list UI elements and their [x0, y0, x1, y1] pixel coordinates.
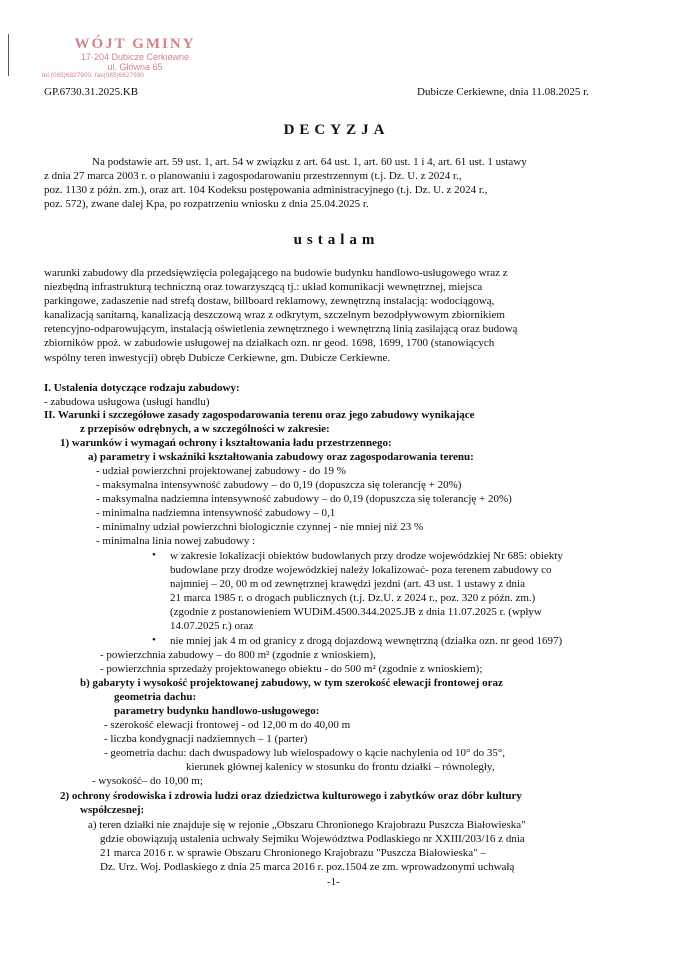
parameter-item: - maksymalna intensywność zabudowy – do 0,19 (dopuszcza się tolerancję + 20%)	[96, 479, 462, 491]
body-line: kanalizacją sanitarną, kanalizacją deszczową wraz z odkrytym, szczelnym bezodpływowym zbiornikiem	[44, 309, 505, 322]
decision-title: DECYZJA	[283, 122, 390, 138]
parameter-item: - minimalna linia nowej zabudowy :	[96, 535, 256, 547]
decision-body-paragraph	[44, 266, 634, 365]
intro-line: poz. 572), zwane dalej Kpa, po rozpatrzeniu wniosku z dnia 25.04.2025 r.	[44, 198, 369, 211]
body-line: zbiorników ppoż. w zabudowie usługowej na działkach ozn. nr geod. 1698, 1699, 1700 (stanowiących	[44, 337, 495, 350]
body-line: niezbędną infrastrukturą techniczną oraz towarzyszącą tj.: układ komunikacji wewnętrznej, miejsca	[44, 281, 483, 294]
parameter-item: - powierzchnia sprzedaży projektowanego obiektu - do 500 m² (zgodnie z wnioskiem);	[100, 663, 483, 675]
point-2a-line: Dz. Urz. Woj. Podlaskiego z dnia 25 marca 2016 r. poz.1504 ze zm. wprowadzonymi uchwałą	[100, 861, 515, 873]
point-2a-line: 21 marca 2016 r. w sprawie Obszaru Chronionego Krajobrazu "Puszcza Białowieska" –	[100, 847, 486, 859]
parameter-item: - powierzchnia zabudowy – do 800 m² (zgodnie z wnioskiem),	[100, 649, 376, 661]
parameter-item: - maksymalna nadziemna intensywność zabudowy – do 0,19 (dopuszcza się tolerancję + 20%)	[96, 493, 512, 505]
bullet-2-line: nie mniej jak 4 m od granicy z drogą dojazdową wewnętrzną (działka ozn. nr geod 1697)	[170, 635, 563, 647]
stamp-phone: tel.(085)6827900, fax(085)6827930	[42, 72, 144, 79]
bullet-dot: •	[152, 634, 156, 646]
point-2-title-cont: współczesnej:	[80, 804, 145, 816]
point-b-title: b) gabaryty i wysokość projektowanej zabudowy, w tym szerokość elewacji frontowej oraz	[80, 677, 503, 689]
point-2a-line: a) teren działki nie znajduje się w rejonie „Obszaru Chronionego Krajobrazu Puszcza Białowieska"	[88, 819, 526, 831]
point-b-subtitle: parametry budynku handlowo-usługowego:	[114, 705, 320, 717]
point-1-title: 1) warunków i wymagań ochrony i kształtowania ładu przestrzennego:	[60, 437, 392, 449]
section-2-title-cont: z przepisów odrębnych, a w szczególności w zakresie:	[80, 423, 330, 435]
building-parameter: - wysokość– do 10,00 m;	[92, 775, 203, 787]
point-b-title-cont: geometria dachu:	[114, 691, 197, 703]
parameter-item: - minimalny udział powierzchni biologicznie czynnej - nie mniej niż 23 %	[96, 521, 424, 533]
bullet-1-line: w zakresie lokalizacji obiektów budowlanych przy drodze wojewódzkiej Nr 685: obiekty	[170, 550, 563, 562]
reference-number: GP.6730.31.2025.KB	[44, 86, 139, 98]
parameter-item: - udział powierzchni projektowanej zabudowy - do 19 %	[96, 465, 346, 477]
body-line: parkingowe, zadaszenie nad strefą dostaw, billboard reklamowy, zewnętrzną instalacją: wodociągową,	[44, 295, 495, 308]
intro-line: poz. 1130 z późn. zm.), oraz art. 104 Kodeksu postępowania administracyjnego (t.j. Dz. U. z 2024 r.,	[44, 184, 488, 197]
stamp-address: 17-204 Dubicze Cerkiewne	[80, 52, 190, 62]
ustalam-heading: ustalam	[293, 232, 380, 248]
bullet-dot: •	[152, 549, 156, 561]
bullet-1-line: 14.07.2025 r.) oraz	[170, 620, 254, 632]
bullet-1-line: najmniej – 20, 00 m od zewnętrznej krawędzi jezdni (art. 43 ust. 1 ustawy z dnia	[170, 578, 525, 590]
point-2a-line: gdzie obowiązują ustalenia uchwały Sejmiku Województwa Podlaskiego nr XXIII/203/16 z dnia	[100, 833, 525, 845]
place-and-date: Dubicze Cerkiewne, dnia 11.08.2025 r.	[417, 86, 589, 98]
section-2-title: II. Warunki i szczegółowe zasady zagospodarowania terenu oraz jego zabudowy wynikające	[44, 409, 475, 421]
building-parameter: kierunek głównej kalenicy w stosunku do frontu działki – równoległy,	[186, 761, 495, 773]
bullet-1-line: 21 marca 1985 r. o drogach publicznych (t.j. Dz.U. z 2024 r., poz. 320 z późn. zm.)	[170, 592, 536, 604]
intro-line: Na podstawie art. 59 ust. 1, art. 54 w związku z art. 64 ust. 1, art. 60 ust. 1 i 4, art. 61 ust. 1 ustawy	[92, 156, 527, 168]
stamp-title: WÓJT GMINY	[74, 36, 196, 52]
intro-line: z dnia 27 marca 2003 r. o planowaniu i zagospodarowaniu przestrzennym (t.j. Dz. U. z 2024 r.,	[44, 170, 462, 183]
building-parameter: - liczba kondygnacji nadziemnych – 1 (parter)	[104, 733, 308, 745]
intro-paragraph	[44, 155, 634, 211]
bullet-1-line: budowlane przy drodze wojewódzkiej należy lokalizować- poza terenem zabudowy co	[170, 564, 552, 576]
office-stamp	[40, 36, 230, 80]
body-line: warunki zabudowy dla przedsięwzięcia polegającego na budowie budynku handlowo-usługowego wraz z	[44, 267, 508, 279]
scan-edge-line	[8, 34, 9, 76]
point-2-title: 2) ochrony środowiska i zdrowia ludzi oraz dziedzictwa kulturowego i zabytków oraz dóbr kultury	[60, 790, 522, 802]
building-parameter: - szerokość elewacji frontowej - od 12,00 m do 40,00 m	[104, 719, 351, 731]
section-1-title: I. Ustalenia dotyczące rodzaju zabudowy:	[44, 382, 240, 394]
stamp-street: ul. Główna 65	[107, 62, 163, 72]
parameter-item: - minimalna nadziemna intensywność zabudowy – 0,1	[96, 507, 336, 519]
point-a-title: a) parametry i wskaźniki kształtowania zabudowy oraz zagospodarowania terenu:	[88, 451, 474, 463]
body-line: retencyjno-odparowującym, instalacją oświetlenia zewnętrznego i wewnętrzną linią zasilającą oraz budową	[44, 323, 518, 336]
building-parameter: - geometria dachu: dach dwuspadowy lub wielospadowy o kącie nachylenia od 10° do 35°,	[104, 747, 506, 759]
section-1-item: - zabudowa usługowa (usługi handlu)	[44, 396, 210, 408]
page-number: -1-	[327, 876, 340, 888]
bullet-1-line: (zgodnie z postanowieniem WUDiM.4500.344.2025.JB z dnia 11.07.2025 r. (wpływ	[170, 606, 542, 618]
body-line: wspólny teren inwestycji) obręb Dubicze Cerkiewne, gm. Dubicze Cerkiewne.	[44, 351, 391, 364]
